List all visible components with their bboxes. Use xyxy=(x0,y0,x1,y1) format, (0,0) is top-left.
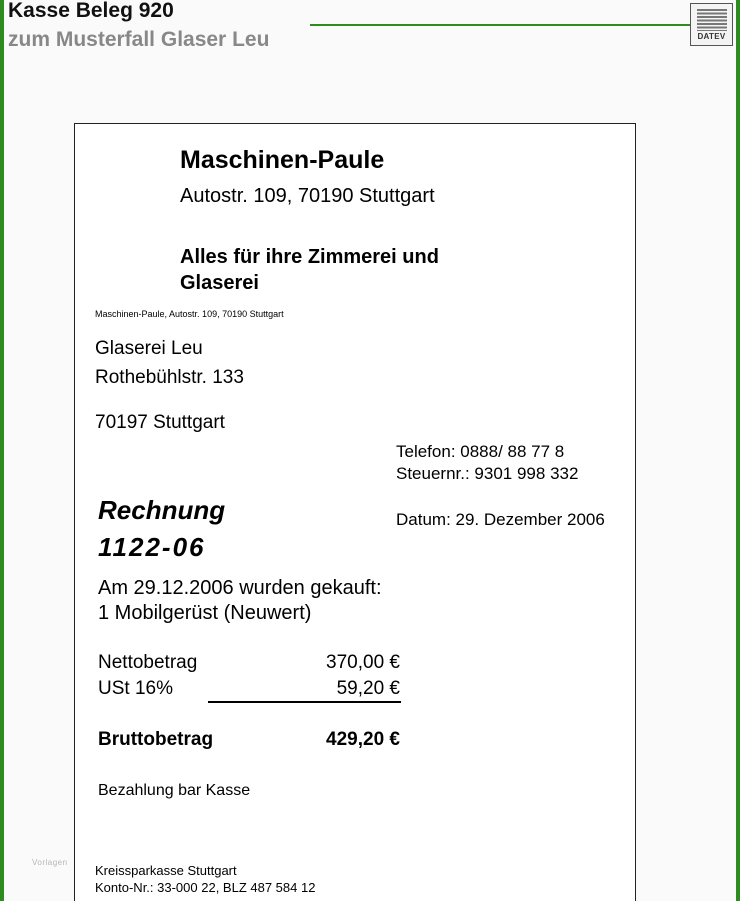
invoice-date: Datum: 29. Dezember 2006 xyxy=(396,510,605,529)
gross-amount-label: Bruttobetrag xyxy=(98,729,214,750)
slide-subtitle: zum Musterfall Glaser Leu xyxy=(8,28,270,51)
payment-note: Bezahlung bar Kasse xyxy=(98,782,251,799)
slide-title: Kasse Beleg 920 xyxy=(8,0,174,22)
recipient-street: Rothebühlstr. 133 xyxy=(95,367,244,388)
recipient-city: 70197 Stuttgart xyxy=(95,412,225,433)
vat-label: USt 16% xyxy=(98,678,173,699)
vendor-tagline-line2: Glaserei xyxy=(180,272,259,294)
vendor-tax-number: Steuernr.: 9301 998 332 xyxy=(396,464,579,483)
vat-value: 59,20 € xyxy=(336,678,400,699)
vendor-name: Maschinen-Paule xyxy=(180,146,385,174)
purchase-description: Am 29.12.2006 wurden gekauft: xyxy=(98,577,382,599)
vendor-phone: Telefon: 0888/ 88 77 8 xyxy=(396,442,565,461)
invoice-number: 1122-06 xyxy=(98,532,206,562)
header-divider xyxy=(310,24,694,26)
sum-underline xyxy=(208,701,401,703)
receipt-document xyxy=(74,123,636,901)
invoice-label: Rechnung xyxy=(98,495,226,525)
line-item: 1 Mobilgerüst (Neuwert) xyxy=(98,602,312,624)
bank-name: Kreissparkasse Stuttgart xyxy=(95,863,237,878)
vendor-address: Autostr. 109, 70190 Stuttgart xyxy=(180,185,435,207)
vendor-tagline-line1: Alles für ihre Zimmerei und xyxy=(180,246,439,268)
logo-stripes-icon xyxy=(697,9,727,31)
bank-account: Konto-Nr.: 33-000 22, BLZ 487 584 12 xyxy=(95,880,316,895)
datev-logo xyxy=(690,3,733,46)
net-amount-value: 370,00 € xyxy=(326,652,400,673)
gross-amount-value: 429,20 € xyxy=(326,729,400,750)
recipient-name: Glaserei Leu xyxy=(95,338,203,359)
logo-text: DATEV xyxy=(697,32,726,41)
watermark-text: Vorlagen xyxy=(32,858,68,867)
net-amount-label: Nettobetrag xyxy=(98,652,198,673)
slide-frame xyxy=(4,0,736,901)
sender-address-line: Maschinen-Paule, Autostr. 109, 70190 Stuttgart xyxy=(95,309,284,319)
